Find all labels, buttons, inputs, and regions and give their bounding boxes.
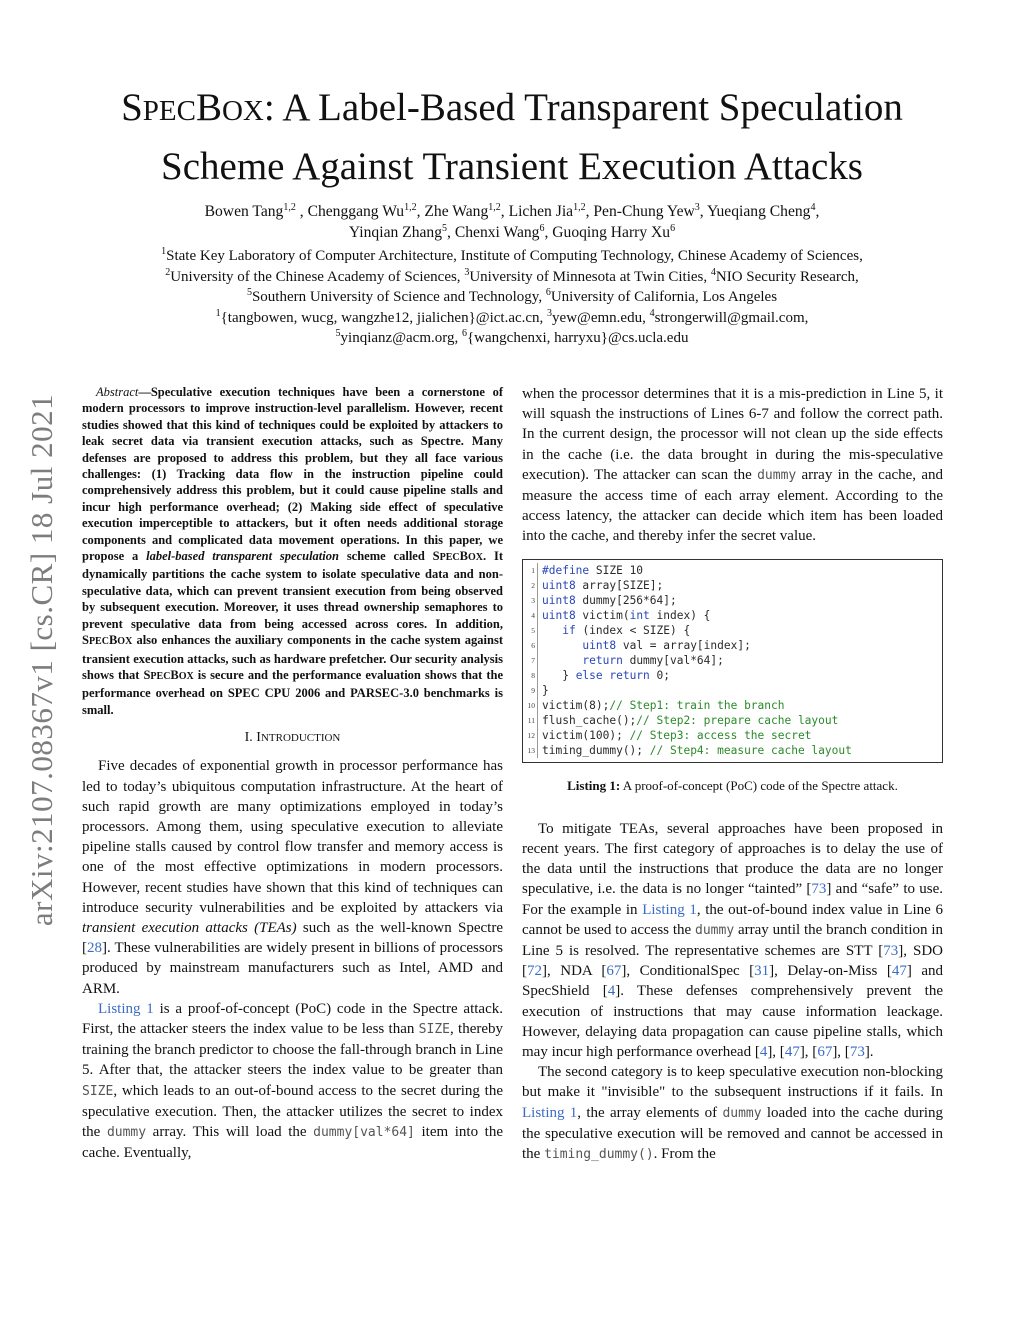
code-line: 12 victim(100); // Step3: access the secret <box>523 728 938 743</box>
author-affiliation-mark: 4 <box>810 201 816 213</box>
author-name: Lichen Jia <box>508 203 574 220</box>
intro-paragraph-1: Five decades of exponential growth in processor performance has led to today’s ubiquitous computation infrastructure. At the heart of such rapid growth are many optimizations employed in today’s processors. Among them, using speculative execution to alleviate pipeline stalls caused by control flow transfer and memory access is one of the most effective optimizations in modern processors. However, recent studies have shown that this kind of techniques can introduce security vulnerabilities and be exploited by attackers via transient execution attacks (TEAs) such as the well-known Spectre [28]. These vulnerabilities are widely present in billions of processors produced by mainstream manufacturers such as Intel, AMD and ARM. <box>82 758 503 997</box>
citation-link[interactable]: 73 <box>811 881 827 898</box>
line-number: 3 <box>523 593 538 608</box>
citation-link[interactable]: 67 <box>817 1044 833 1061</box>
code-line: 10 victim(8);// Step1: train the branch <box>523 698 938 713</box>
citation-link[interactable]: 73 <box>883 943 899 960</box>
citation-link[interactable]: 73 <box>849 1044 865 1061</box>
code-line: 3 uint8 dummy[256*64]; <box>523 593 938 608</box>
listing-caption: Listing 1: A proof-of-concept (PoC) code of the Spectre attack. <box>567 777 898 793</box>
code-line: 1 #define SIZE 10 <box>523 563 938 578</box>
code-line: 8 } else return 0; <box>523 668 938 683</box>
line-number: 7 <box>523 653 538 668</box>
citation-link[interactable]: 67 <box>606 963 622 980</box>
author-affiliation-mark: 3 <box>694 201 700 213</box>
citation-link[interactable]: 31 <box>754 963 770 980</box>
citation-link[interactable]: 28 <box>87 940 102 957</box>
listing-link[interactable]: Listing 1 <box>522 1104 578 1121</box>
listing-link[interactable]: Listing 1 <box>642 901 697 918</box>
code-line: 5 if (index < SIZE) { <box>523 623 938 638</box>
author-list: Bowen Tang$^{1,2}$ , Chenggang Wu$^{1,2}$, Zhe Wang$^{1,2}$, Lichen Jia$^{1,2}$, Pen-Chung Yew$^3$, Yueqiang Cheng$^4$, Yinqian Zhang$^5$, Chenxi Wang$^6$, Guoqing Harry Xu$^6$ <box>204 201 820 241</box>
line-number: 13 <box>523 743 538 758</box>
code-line: 13 timing_dummy(); // Step4: measure cache layout <box>523 743 938 758</box>
code-line: 11 flush_cache();// Step2: prepare cache layout <box>523 713 938 728</box>
citation-link[interactable]: 47 <box>891 963 907 980</box>
line-number: 6 <box>523 638 538 653</box>
author-name: Bowen Tang <box>204 203 284 220</box>
author-affiliation-mark: 1,2 <box>404 201 417 213</box>
listing-link[interactable]: Listing 1 <box>98 1000 154 1017</box>
line-number: 8 <box>523 668 538 683</box>
author-affiliation-mark: 6 <box>670 222 676 234</box>
left-column <box>82 384 503 1163</box>
intro-paragraph-2: Listing 1 is a proof-of-concept (PoC) code in the Spectre attack. First, the attacker steers the index value to be less than SIZE, thereby training the branch predictor to choose the fall-through branch in Line 5. After that, the attacker steers the index value to be greater than SIZE, which leads to an out-of-bound access to the secret during the speculative execution. Then, the attacker utilizes the secret to index the dummy array. This will load the dummy[val*64] item into the cache. Eventually, <box>82 1000 504 1162</box>
body-paragraph: To mitigate TEAs, several approaches have been proposed in recent years. The first category of approaches is to delay the use of the data until the instructions that produce the data are no longer speculative, i.e. the data is no longer “tainted” [73] and “safe” to use. For the example in Listing 1, the out-of-bound index value in Line 6 cannot be used to access the dummy array until the branch condition in Line 5 is resolved. The representative schemes are STT [73], SDO [72], NDA [67], ConditionalSpec [31], Delay-on-Miss [47] and SpecShield [4]. These defenses comprehensively prevent the execution of instructions that may cause information leackage. However, delaying data propagation can cause pipeline stalls, which may incur high performance overhead [4], [47], [67], [73]. <box>522 820 944 1061</box>
code-line: 7 return dummy[val*64]; <box>523 653 938 668</box>
line-number: 5 <box>523 623 538 638</box>
code-listing <box>522 559 943 763</box>
line-number: 1 <box>523 563 538 578</box>
line-number: 9 <box>523 683 538 698</box>
right-column <box>522 384 943 1165</box>
citation-link[interactable]: 4 <box>759 1044 768 1061</box>
abstract: Abstract—Speculative execution techniques have been a cornerstone of modern processors to improve instruction-level parallelism. However, recent studies showed that this kind of techniques could be exploited by attackers to leak secret data via transient execution attacks, such as Spectre. Many defenses are proposed to address this problem, but they all face various challenges: (1) Tracking data flow in the instruction pipeline could comprehensively address this problem, but it could cause pipeline stalls and incur high performance overhead; (2) Making side effect of speculative execution imperceptible to attackers, but it often needs additional storage components and complicated data movement operations. In this paper, we propose a label-based transparent speculation scheme called SPECBOX. It dynamically partitions the cache system to isolate speculative data and non-speculative data, which can prevent transient execution from being observed by subsequent execution. Moreover, it uses thread ownership semaphores to prevent speculative data from being accessed across cores. In addition, SPECBOX also enhances the auxiliary components in the cache system against transient execution attacks, such as hardware prefetcher. Our security analysis shows that SPECBOX is secure and the performance evaluation shows that the performance overhead on SPEC CPU 2006 and PARSEC-3.0 benchmarks is small. <box>82 385 503 717</box>
line-number: 12 <box>523 728 538 743</box>
code-line: 6 uint8 val = array[index]; <box>523 638 938 653</box>
citation-link[interactable]: 4 <box>607 983 616 1000</box>
citation-link[interactable]: 72 <box>527 963 542 980</box>
line-number: 10 <box>523 698 538 713</box>
author-name: Zhe Wang <box>424 203 489 220</box>
author-affiliation-mark: 1,2 <box>573 201 586 213</box>
body-paragraph: The second category is to keep speculative execution non-blocking but make it "invisible" to the subsequent instructions if it fails. In Listing 1, the array elements of dummy loaded into the cache during the speculative execution will be removed and cannot be accessed in the timing_dummy(). From the <box>522 1064 943 1163</box>
body-paragraph: when the processor determines that it is a mis-prediction in Line 5, it will squash the instructions of Lines 6-7 and follow the correct path. In the current design, the processor will not clean up the side effects in the cache (i.e. the data brought in during the mis-speculative execution). The attacker can scan the dummy array in the cache, and measure the access time of each array element. According to the access latency, the attacker can decide which item has been loaded into the cache, and thereby infer the secret value. <box>522 386 944 545</box>
author-name: Chenxi Wang <box>454 224 540 241</box>
author-name: Yueqiang Cheng <box>706 203 811 220</box>
author-name: Guoqing Harry Xu <box>552 224 671 241</box>
affiliations: $^1$State Key Laboratory of Computer Architecture, Institute of Computing Technology, Chinese Academy of Sciences, $^2$University of the Chinese Academy of Sciences, $^3$University of Minnesota at Twin Cities, $^4$NIO Security Research, $^5$Southern University of Science and Technology, $^6$University of California, Los Angeles $^1${tangbowen, wucg, wangzhe12, jialichen}@ict.ac.cn, $^3$yew@emn.edu, $^4$strongerwill@gmail.com, $^5$yinqianz@acm.org, $^6${wangchenxi, harryxu}@cs.ucla.edu <box>161 246 863 346</box>
code-line: 9 } <box>523 683 938 698</box>
author-affiliation-mark: 1,2 <box>488 201 501 213</box>
author-name: Yinqian Zhang <box>348 224 443 241</box>
section-heading-introduction: I. INTRODUCTION <box>244 730 341 746</box>
paper-title: SPECBOX: A Label-Based Transparent Speculation Scheme Against Transient Execution Attacks <box>121 86 903 188</box>
citation-link[interactable]: 47 <box>784 1044 800 1061</box>
author-name: Chenggang Wu <box>307 203 405 220</box>
line-number: 11 <box>523 713 538 728</box>
line-number: 4 <box>523 608 538 623</box>
author-affiliation-mark: 1,2 <box>283 201 296 213</box>
code-line: 2 uint8 array[SIZE]; <box>523 578 938 593</box>
author-affiliation-mark: 6 <box>539 222 545 234</box>
author-name: Pen-Chung Yew <box>593 203 695 220</box>
arxiv-stamp: arXiv:2107.08367v1 [cs.CR] 18 Jul 2021 <box>24 393 59 927</box>
author-affiliation-mark: 5 <box>442 222 448 234</box>
line-number: 2 <box>523 578 538 593</box>
code-line: 4 uint8 victim(int index) { <box>523 608 938 623</box>
